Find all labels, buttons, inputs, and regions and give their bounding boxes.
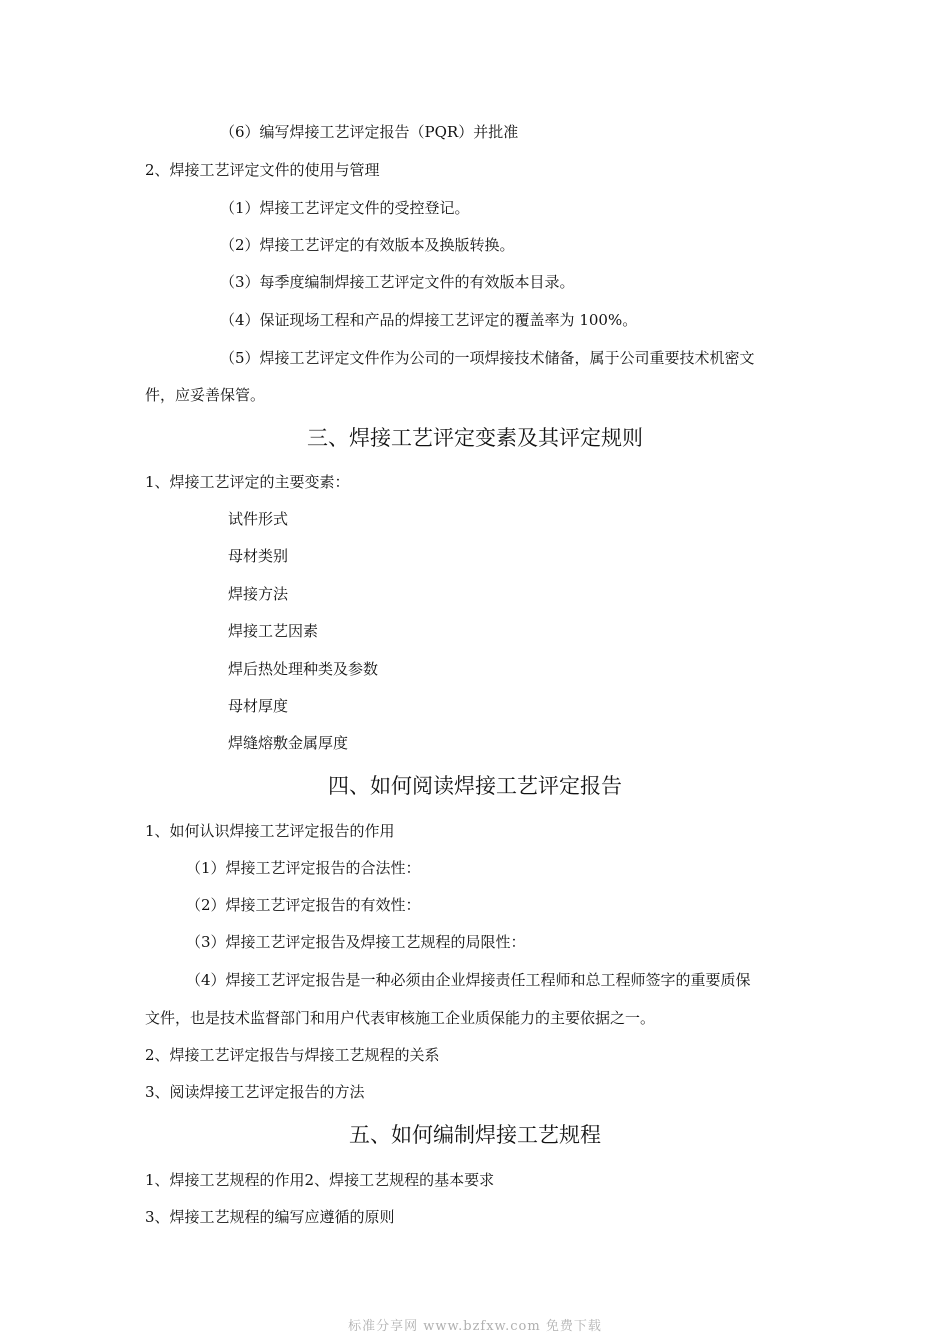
- text-line: 件，应妥善保管。: [145, 386, 266, 404]
- list-item: 母材厚度: [228, 697, 289, 715]
- page-footer-watermark: 标准分享网 www.bzfxw.com 免费下载: [348, 1319, 602, 1334]
- text-line: 1、焊接工艺规程的作用2、焊接工艺规程的基本要求: [145, 1171, 495, 1189]
- text-line: 3、阅读焊接工艺评定报告的方法: [145, 1083, 365, 1101]
- text-line: 3、焊接工艺规程的编写应遵循的原则: [145, 1208, 395, 1226]
- text-line: （2）焊接工艺评定报告的有效性：: [186, 896, 421, 914]
- section-heading-3: 三、焊接工艺评定变素及其评定规则: [307, 426, 643, 450]
- list-item: 焊接方法: [228, 585, 289, 603]
- text-line: （6）编写焊接工艺评定报告（PQR）并批准: [220, 123, 519, 141]
- list-item: 试件形式: [228, 510, 289, 528]
- text-line: （5）焊接工艺评定文件作为公司的一项焊接技术储备，属于公司重要技术机密文: [220, 349, 755, 367]
- list-item: 焊后热处理种类及参数: [228, 660, 379, 678]
- list-item: 焊缝熔敷金属厚度: [228, 734, 349, 752]
- text-line: 2、焊接工艺评定文件的使用与管理: [145, 161, 380, 179]
- text-line: 1、焊接工艺评定的主要变素：: [145, 473, 350, 491]
- text-line: （4）焊接工艺评定报告是一种必须由企业焊接责任工程师和总工程师签字的重要质保: [186, 971, 751, 989]
- text-line: （1）焊接工艺评定报告的合法性：: [186, 859, 421, 877]
- text-line: 2、焊接工艺评定报告与焊接工艺规程的关系: [145, 1046, 440, 1064]
- text-line: （3）每季度编制焊接工艺评定文件的有效版本目录。: [220, 273, 575, 291]
- text-line: （4）保证现场工程和产品的焊接工艺评定的覆盖率为 100%。: [220, 311, 638, 329]
- text-line: 文件，也是技术监督部门和用户代表审核施工企业质保能力的主要依据之一。: [145, 1009, 656, 1027]
- section-heading-4: 四、如何阅读焊接工艺评定报告: [328, 774, 622, 798]
- text-line: （1）焊接工艺评定文件的受控登记。: [220, 199, 470, 217]
- text-line: （3）焊接工艺评定报告及焊接工艺规程的局限性：: [186, 933, 526, 951]
- list-item: 母材类别: [228, 547, 289, 565]
- section-heading-5: 五、如何编制焊接工艺规程: [349, 1123, 601, 1147]
- list-item: 焊接工艺因素: [228, 622, 319, 640]
- text-line: （2）焊接工艺评定的有效版本及换版转换。: [220, 236, 515, 254]
- text-line: 1、如何认识焊接工艺评定报告的作用: [145, 822, 395, 840]
